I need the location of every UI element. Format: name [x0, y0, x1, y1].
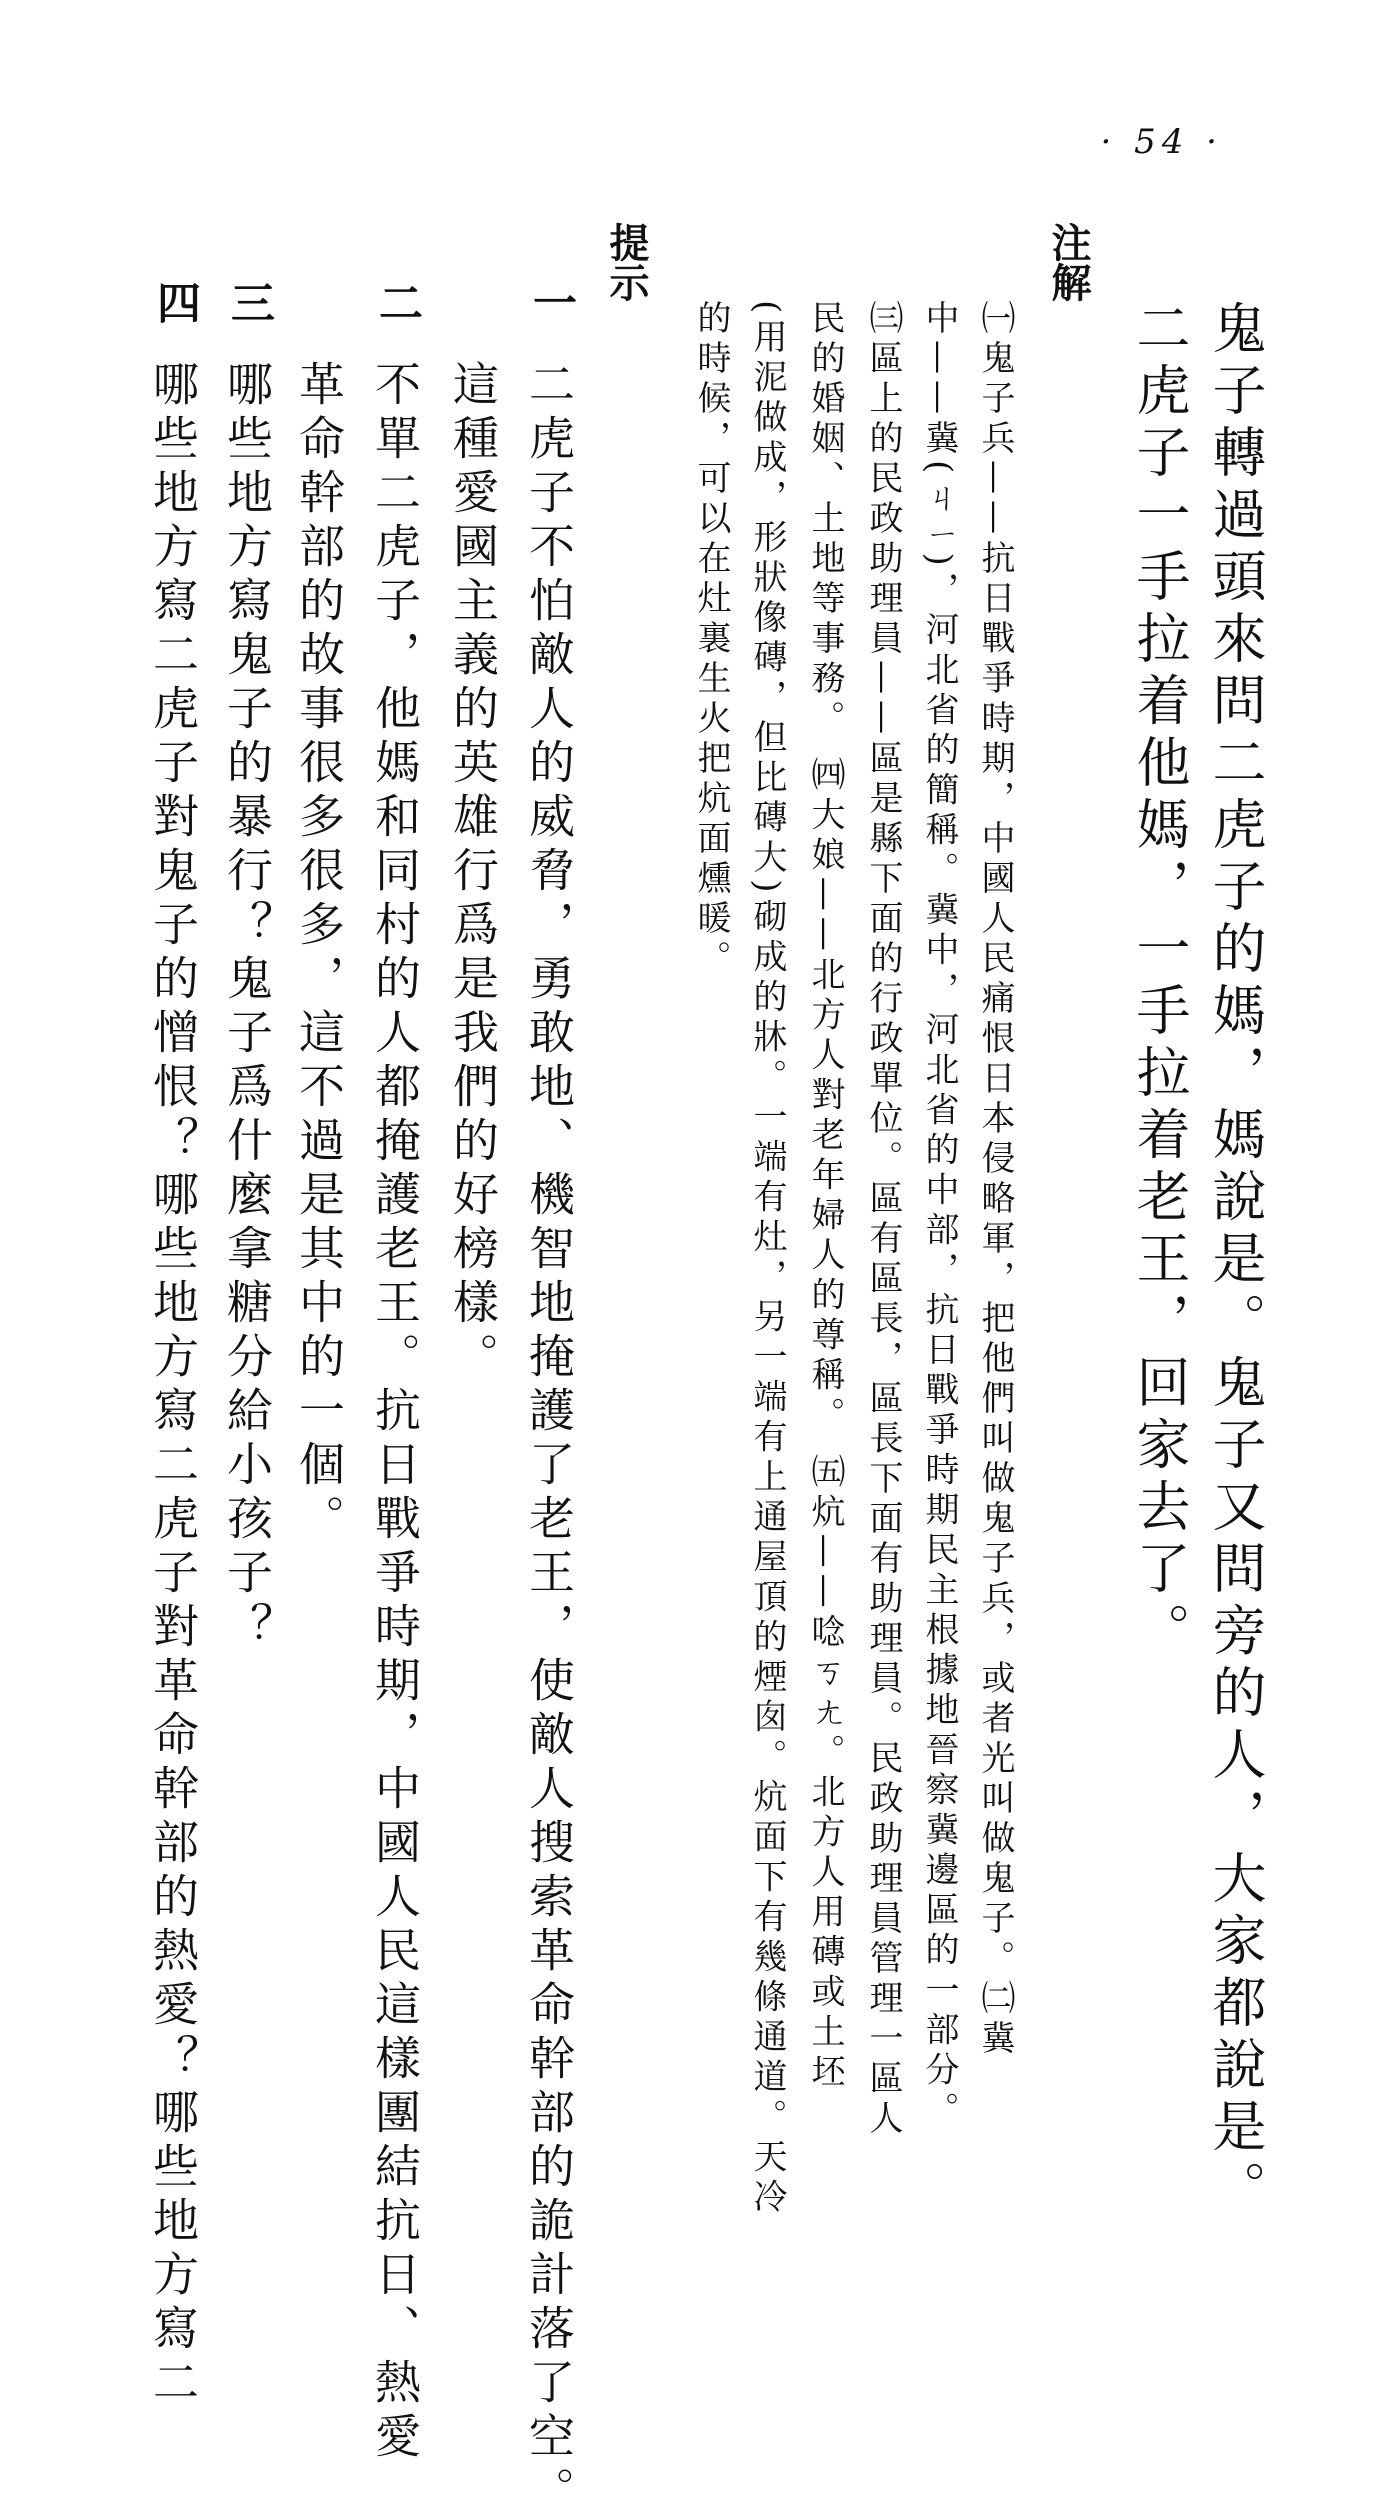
notes-heading: 注解: [1045, 222, 1092, 302]
note-line-2: 中——冀(ㄐㄧ)，河北省的簡稱。冀中，河北省的中部，抗日戰爭時期民主根據地晉察冀邊區的一部分。: [919, 300, 959, 2132]
hint-2-line-1: 不單二虎子，他媽和同村的人都掩護老王。抗日戰爭時期，中國人民這樣團結抗日、熱愛: [368, 360, 422, 2466]
note-line-3: ㈢區上的民政助理員——區是縣下面的行政單位。區有區長，區長下面有助理員。民政助理員管理一區人: [863, 300, 903, 2140]
hint-3-line-1: 哪些地方寫鬼子的暴行？鬼子爲什麼拿糖分給小孩子？: [220, 360, 274, 1656]
hint-numeral-4: 四: [149, 280, 200, 324]
hint-2-line-2: 革命幹部的故事很多很多，這不過是其中的一個。: [292, 360, 346, 1548]
note-line-1: ㈠鬼子兵——抗日戰爭時期，中國人民痛恨日本侵略軍，把他們叫做鬼子兵，或者光叫做鬼子。㈡冀: [975, 300, 1015, 2060]
page-number: · 54 ·: [1100, 122, 1223, 162]
hint-numeral-1: 一: [525, 280, 576, 324]
hint-4-line-1: 哪些地方寫二虎子對鬼子的憎恨？哪些地方寫二虎子對革命幹部的熱愛？哪些地方寫二: [146, 360, 200, 2412]
hint-1-line-1: 二虎子不怕敵人的威脅，勇敢地、機智地掩護了老王，使敵人搜索革命幹部的詭計落了空。: [522, 360, 576, 2520]
hint-1-line-2: 這種愛國主義的英雄行爲是我們的好榜樣。: [446, 360, 500, 1386]
hint-numeral-2: 二: [371, 280, 422, 324]
body-line-2: 二虎子一手拉着他媽，一手拉着老王，回家去了。: [1128, 300, 1191, 1664]
note-line-5: (用泥做成，形狀像磚，但比磚大)砌成的牀。一端有灶，另一端有上通屋頂的煙囱。炕面下有幾條通道。天冷: [747, 300, 787, 2219]
note-line-6: 的時候，可以在灶裏生火把炕面燻暖。: [691, 300, 731, 980]
hint-numeral-3: 三: [223, 280, 274, 324]
hints-heading: 提示: [603, 222, 650, 302]
note-line-4: 民的婚姻、土地等事務。 ㈣大娘——北方人對老年婦人的尊稱。 ㈤炕——唸ㄎㄤ。北方人用磚或土坯: [805, 300, 845, 2094]
body-line-1: 鬼子轉過頭來問二虎子的媽，媽說是。鬼子又問旁的人，大家都說是。: [1204, 300, 1267, 2222]
